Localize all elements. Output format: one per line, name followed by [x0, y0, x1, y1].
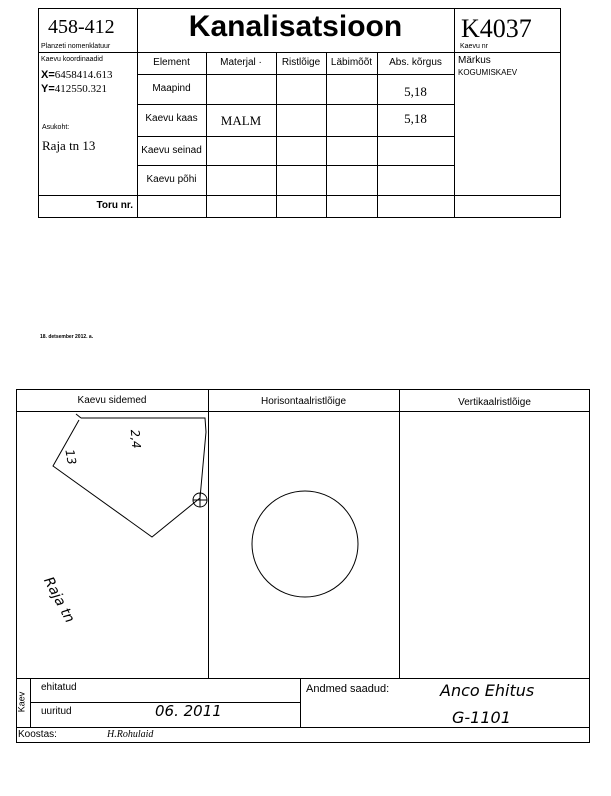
row-element: Maapind	[152, 83, 191, 94]
street-label: Raja tn	[40, 574, 78, 626]
row-height: 5,18	[404, 111, 427, 126]
building-edge	[76, 414, 81, 418]
horizontal-section-title: Horisontaalristlõige	[260, 396, 347, 407]
date-note: 18. detsember 2012. a.	[40, 334, 94, 340]
row-element: Kaevu põhi	[146, 174, 197, 185]
pipe-label: Toru nr.	[96, 200, 133, 211]
y-label: Y=	[41, 83, 55, 95]
well-number-label: Kaevu nr	[460, 43, 489, 50]
compiled-label: Koostas:	[18, 729, 57, 740]
y-value: 412550.321	[54, 83, 108, 95]
row-height: 5,18	[404, 84, 427, 99]
remarks-value: KOGUMISKAEV	[458, 68, 518, 77]
compiled-value: H.Rohulaid	[107, 729, 154, 740]
header-diameter: Läbimõõt	[330, 57, 373, 68]
data-source-label: Andmed saadud:	[306, 683, 390, 695]
x-label: X=	[41, 69, 55, 81]
map-sheet-label: Planzeti nomenklatuur	[41, 43, 111, 50]
header-abs-height: Abs. kõrgus	[389, 57, 442, 68]
y-coordinate	[41, 83, 107, 95]
map-sheet-number: 458-412	[48, 16, 115, 38]
data-source-value: Anco Ehitus	[440, 681, 535, 700]
building-number: 13	[62, 448, 79, 466]
ties-sketch	[16, 412, 208, 678]
row-element: Kaevu kaas	[145, 113, 198, 124]
coords-label: Kaevu koordinaadid	[41, 56, 103, 63]
location-value: Raja tn 13	[42, 138, 96, 153]
row-element: Kaevu seinad	[141, 145, 202, 156]
x-value: 6458414.613	[54, 69, 113, 81]
surveyed-label: uuritud	[41, 706, 72, 717]
data-source-code: G-1101	[452, 708, 511, 727]
header-element: Element	[153, 57, 190, 68]
x-coordinate	[41, 69, 113, 81]
row-material: MALM	[220, 113, 262, 128]
built-label: ehitatud	[41, 682, 77, 693]
surveyed-value: 06. 2011	[155, 702, 222, 720]
header-material: Materjal ·	[220, 57, 262, 68]
vertical-section-title: Vertikaalristlõige	[458, 397, 531, 408]
well-side-label: Kaev	[16, 691, 27, 713]
page-title: Kanalisatsioon	[188, 10, 403, 43]
well-number: K4037	[461, 14, 532, 43]
ties-title: Kaevu sidemed	[77, 395, 147, 406]
location-label: Asukoht:	[42, 124, 70, 131]
sketch-annotation: 2,4	[127, 428, 144, 450]
header-cross-section: Ristlõige	[281, 57, 321, 68]
manhole-circle-icon	[250, 489, 360, 599]
remarks-label: Märkus	[458, 55, 491, 66]
